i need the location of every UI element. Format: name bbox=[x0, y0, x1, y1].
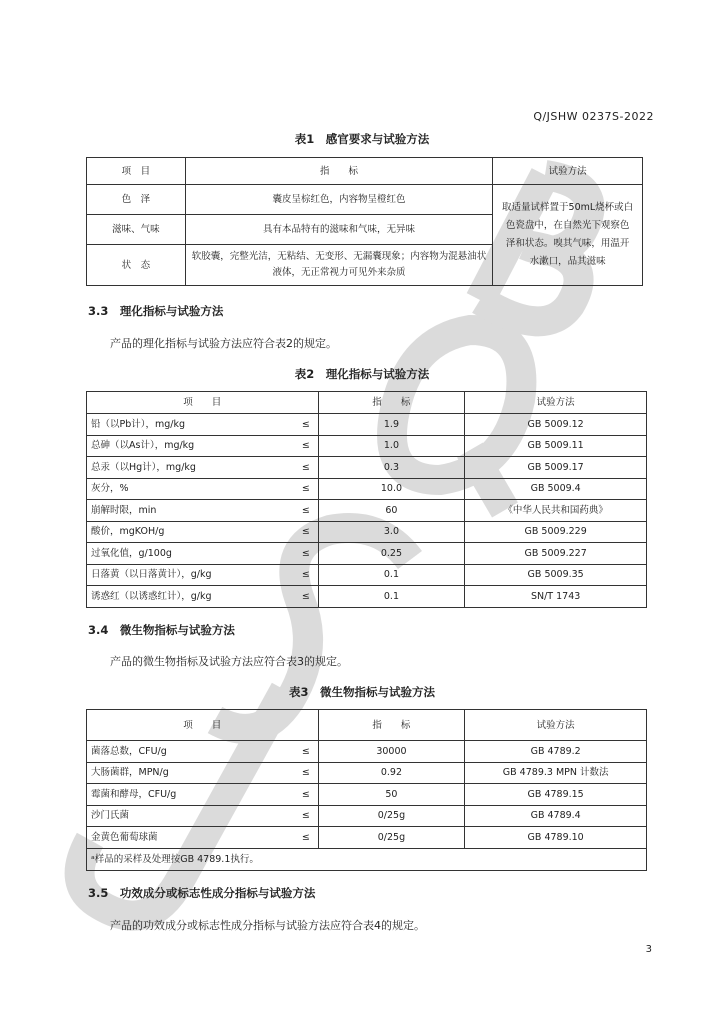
le-symbol: ≤ bbox=[294, 741, 318, 763]
table2-value: 10.0 bbox=[318, 478, 465, 500]
le-symbol: ≤ bbox=[294, 521, 318, 543]
table2-item: 酸价，mgKOH/g bbox=[87, 521, 295, 543]
table2 bbox=[86, 391, 647, 608]
table1-method: 取适量试样置于50mL烧杯或白色瓷盘中，在自然光下观察色泽和状态。嗅其气味，用温开水漱口，品其滋味 bbox=[493, 185, 643, 286]
table3-value: 30000 bbox=[318, 741, 465, 763]
table2-method: SN/T 1743 bbox=[465, 586, 647, 608]
table1-spec: 囊皮呈棕红色，内容物呈橙红色 bbox=[185, 185, 492, 215]
table1-item: 状 态 bbox=[87, 245, 186, 286]
table2-method: 《中华人民共和国药典》 bbox=[465, 500, 647, 522]
table3-value: 50 bbox=[318, 784, 465, 806]
section-3-3-title: 3.3 理化指标与试验方法 bbox=[88, 304, 224, 318]
table3-item: 沙门氏菌 bbox=[87, 805, 295, 827]
le-symbol: ≤ bbox=[294, 435, 318, 457]
table3-method: GB 4789.3 MPN 计数法 bbox=[465, 762, 647, 784]
section-3-4-title: 3.4 微生物指标与试验方法 bbox=[88, 623, 235, 637]
table1 bbox=[86, 157, 643, 286]
le-symbol: ≤ bbox=[294, 586, 318, 608]
le-symbol: ≤ bbox=[294, 500, 318, 522]
table3-item: 霉菌和酵母，CFU/g bbox=[87, 784, 295, 806]
table2-item: 过氧化值，g/100g bbox=[87, 543, 295, 565]
le-symbol: ≤ bbox=[294, 784, 318, 806]
table2-caption: 表2 理化指标与试验方法 bbox=[294, 367, 430, 381]
table2-item: 灰分，% bbox=[87, 478, 295, 500]
table2-method: GB 5009.229 bbox=[465, 521, 647, 543]
table2-item: 崩解时限，min bbox=[87, 500, 295, 522]
table2-value: 0.1 bbox=[318, 586, 465, 608]
table2-item: 铅（以Pb计），mg/kg bbox=[87, 414, 295, 436]
le-symbol: ≤ bbox=[294, 805, 318, 827]
table2-method: GB 5009.4 bbox=[465, 478, 647, 500]
page-number: 3 bbox=[645, 944, 652, 955]
table2-item: 总砷（以As计），mg/kg bbox=[87, 435, 295, 457]
table2-method: GB 5009.12 bbox=[465, 414, 647, 436]
table3-method: GB 4789.4 bbox=[465, 805, 647, 827]
table1-spec: 具有本品特有的滋味和气味，无异味 bbox=[185, 215, 492, 245]
table2-header-item: 项 目 bbox=[87, 392, 319, 414]
table3-caption: 表3 微生物指标与试验方法 bbox=[288, 685, 435, 699]
table3-value: 0/25g bbox=[318, 805, 465, 827]
table3-method: GB 4789.10 bbox=[465, 827, 647, 849]
section-3-4-text: 产品的微生物指标及试验方法应符合表3的规定。 bbox=[110, 655, 348, 668]
table2-value: 3.0 bbox=[318, 521, 465, 543]
table3-method: GB 4789.2 bbox=[465, 741, 647, 763]
table3-value: 0/25g bbox=[318, 827, 465, 849]
le-symbol: ≤ bbox=[294, 478, 318, 500]
section-3-3-text: 产品的理化指标与试验方法应符合表2的规定。 bbox=[110, 337, 337, 350]
le-symbol: ≤ bbox=[294, 564, 318, 586]
section-3-5-text: 产品的功效成分或标志性成分指标与试验方法应符合表4的规定。 bbox=[110, 919, 425, 932]
le-symbol: ≤ bbox=[294, 762, 318, 784]
table2-value: 0.3 bbox=[318, 457, 465, 479]
le-symbol: ≤ bbox=[294, 457, 318, 479]
table3-item: 菌落总数，CFU/g bbox=[87, 741, 295, 763]
table3-footnote: ᵃ样品的采样及处理按GB 4789.1执行。 bbox=[87, 848, 647, 870]
table3-header-item: 项 目 bbox=[87, 710, 319, 741]
table2-item: 日落黄（以日落黄计），g/kg bbox=[87, 564, 295, 586]
table1-caption: 表1 感官要求与试验方法 bbox=[294, 132, 430, 146]
table3-item: 大肠菌群，MPN/g bbox=[87, 762, 295, 784]
table3-header-method: 试验方法 bbox=[465, 710, 647, 741]
table2-method: GB 5009.35 bbox=[465, 564, 647, 586]
table2-method: GB 5009.17 bbox=[465, 457, 647, 479]
table2-value: 0.1 bbox=[318, 564, 465, 586]
table3-value: 0.92 bbox=[318, 762, 465, 784]
table3-item: 金黄色葡萄球菌 bbox=[87, 827, 295, 849]
table2-value: 0.25 bbox=[318, 543, 465, 565]
table2-header-method: 试验方法 bbox=[465, 392, 647, 414]
table2-item: 总汞（以Hg计），mg/kg bbox=[87, 457, 295, 479]
table2-header-spec: 指 标 bbox=[318, 392, 465, 414]
table2-value: 1.0 bbox=[318, 435, 465, 457]
table2-method: GB 5009.11 bbox=[465, 435, 647, 457]
table1-item: 色 泽 bbox=[87, 185, 186, 215]
table2-value: 1.9 bbox=[318, 414, 465, 436]
table1-spec: 软胶囊，完整光洁，无粘结、无变形、无漏囊现象；内容物为混悬油状液体，无正常视力可见外来杂质 bbox=[185, 245, 492, 286]
table1-header-method: 试验方法 bbox=[493, 158, 643, 185]
le-symbol: ≤ bbox=[294, 543, 318, 565]
table1-header-item: 项 目 bbox=[87, 158, 186, 185]
table2-value: 60 bbox=[318, 500, 465, 522]
table1-item: 滋味、气味 bbox=[87, 215, 186, 245]
table3 bbox=[86, 709, 647, 871]
table1-header-spec: 指 标 bbox=[185, 158, 492, 185]
table2-item: 诱惑红（以诱惑红计），g/kg bbox=[87, 586, 295, 608]
table3-header-spec: 指 标 bbox=[318, 710, 465, 741]
le-symbol: ≤ bbox=[294, 827, 318, 849]
section-3-5-title: 3.5 功效成分或标志性成分指标与试验方法 bbox=[88, 886, 316, 900]
standard-code: Q/JSHW 0237S-2022 bbox=[533, 110, 654, 123]
table2-method: GB 5009.227 bbox=[465, 543, 647, 565]
le-symbol: ≤ bbox=[294, 414, 318, 436]
table3-method: GB 4789.15 bbox=[465, 784, 647, 806]
